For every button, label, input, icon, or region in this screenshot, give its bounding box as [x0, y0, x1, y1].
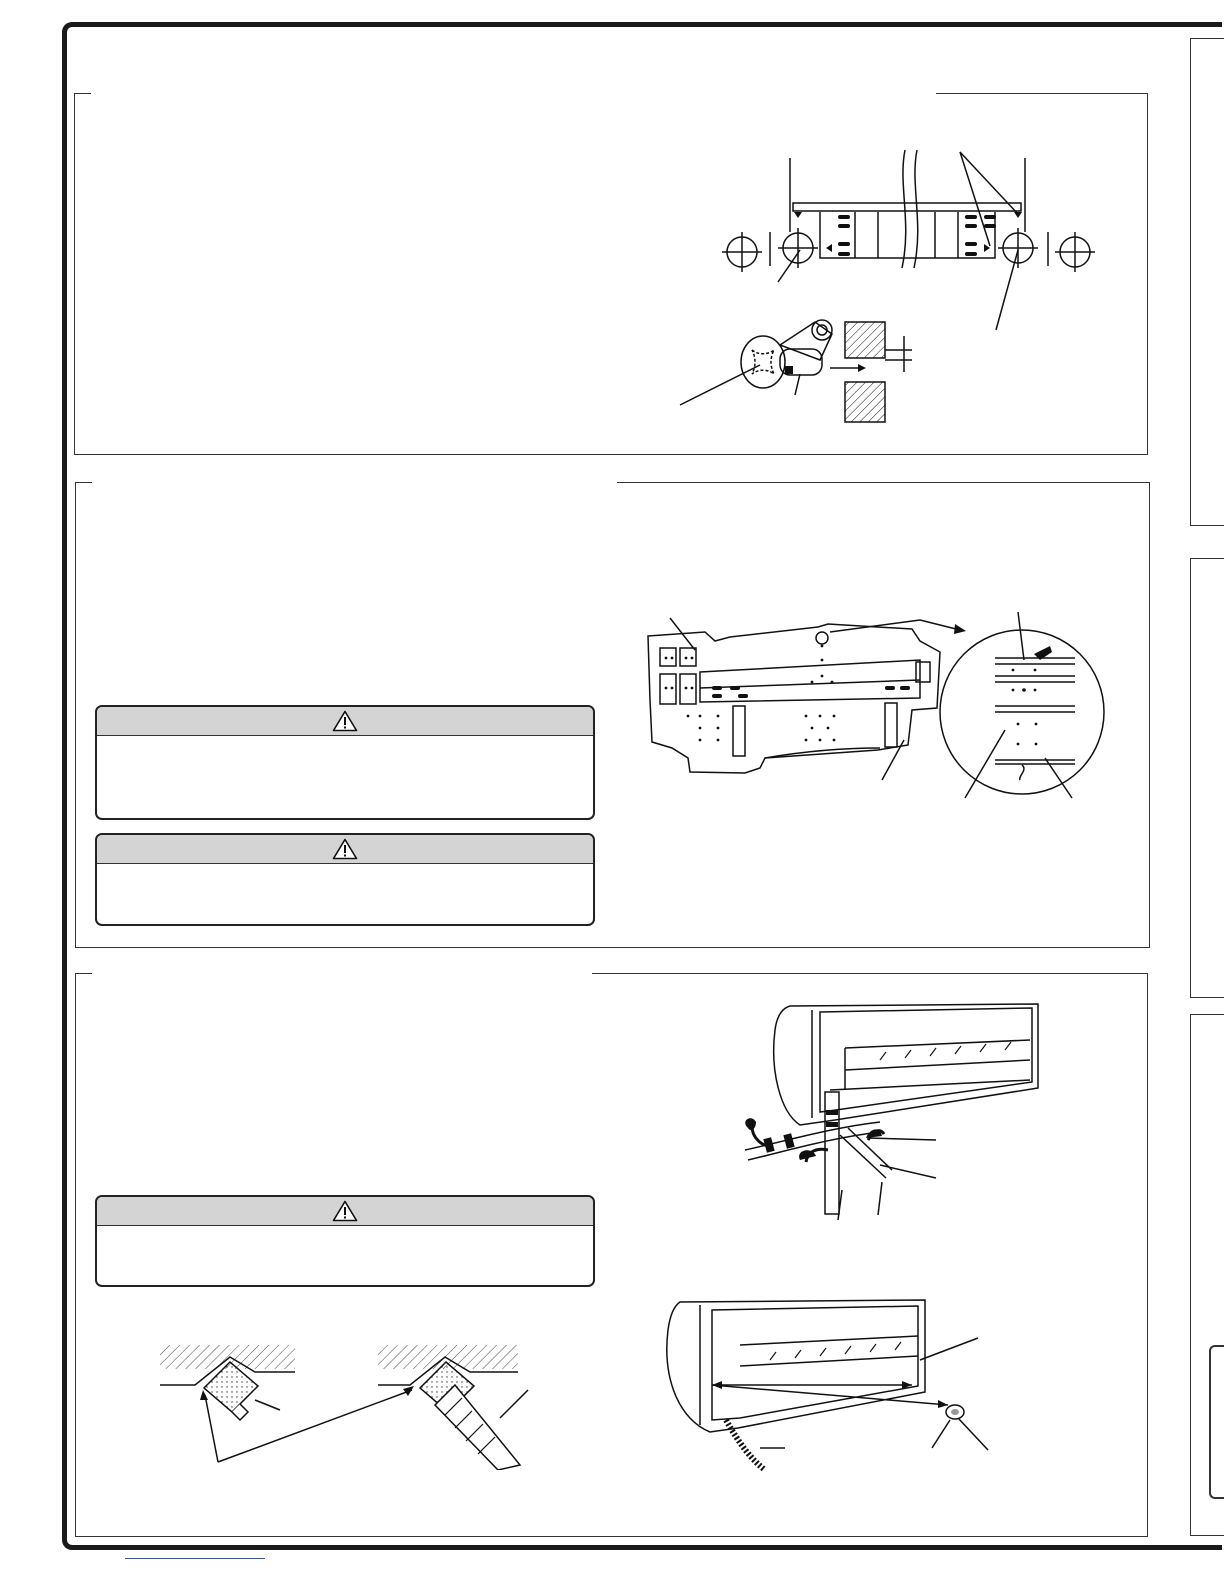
warning-triangle-icon	[332, 1200, 358, 1222]
warning-bar	[97, 1197, 593, 1226]
caution-box	[95, 833, 595, 926]
indoor-unit-drain-hose-figure	[735, 1000, 1045, 1225]
mounting-plate-figure	[635, 605, 1110, 800]
footer-rule	[125, 1558, 265, 1559]
drain-cap-figure	[155, 1340, 535, 1470]
side-tab-bottom	[1190, 1014, 1224, 1536]
screw-anchor-figure	[675, 315, 920, 425]
section-heading-gap	[92, 971, 592, 977]
warning-triangle-icon	[332, 710, 358, 732]
caution-bar	[97, 835, 593, 864]
side-tab-inner-box	[1209, 1345, 1224, 1499]
section-heading-gap	[91, 91, 936, 97]
warning-triangle-icon	[332, 838, 358, 860]
warning-box	[95, 1195, 595, 1287]
warning-bar	[97, 707, 593, 736]
section-heading-gap	[92, 480, 617, 486]
indoor-unit-drain-cap-figure	[660, 1295, 995, 1480]
leader-line-right-anchor	[990, 245, 1030, 335]
side-tab-middle	[1190, 558, 1224, 998]
side-tab-top	[1190, 38, 1224, 526]
mounting-plate-anchor-figure	[715, 145, 1115, 295]
warning-box	[95, 705, 595, 820]
